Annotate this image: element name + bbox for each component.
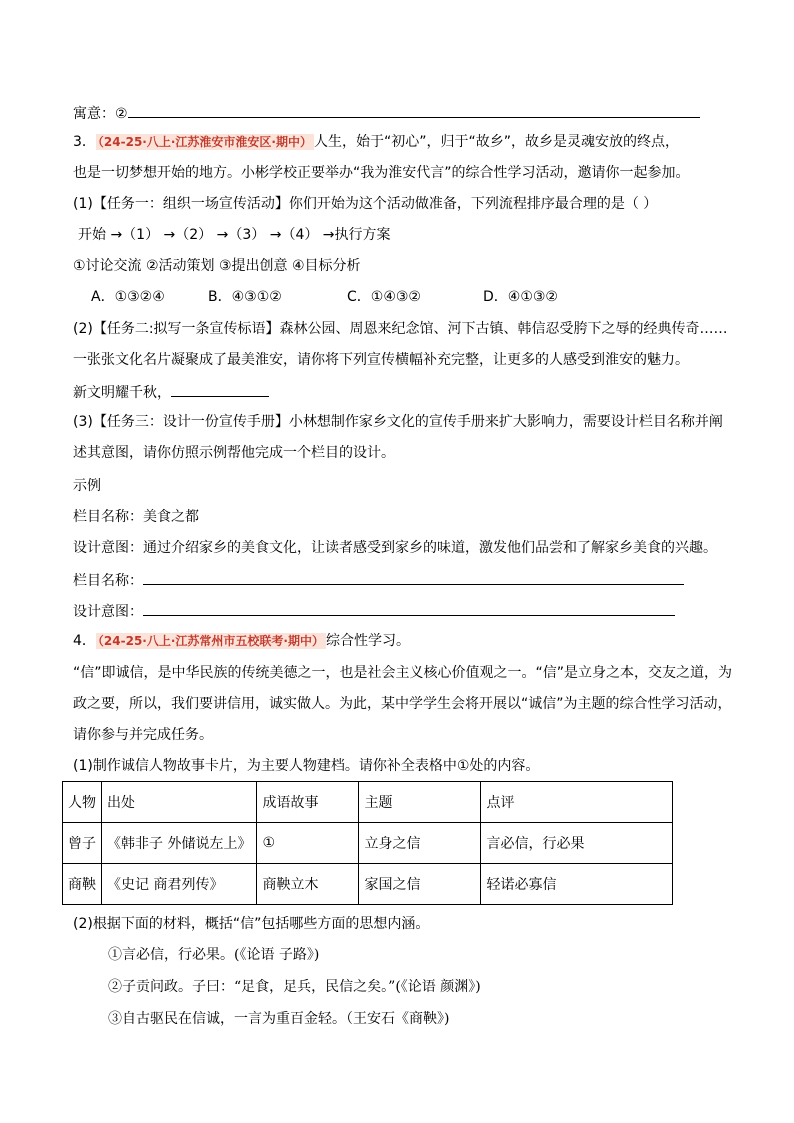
q3-task1-prompt: (1)【任务一：组织一场宣传活动】你们开始为这个活动做准备，下列流程排序最合理的是（ ） (73, 196, 658, 212)
example-label: 示例 (73, 478, 101, 494)
q3-number: 3． (73, 134, 96, 150)
option-c[interactable]: C．①④③② (347, 289, 421, 305)
cell-source: 《韩非子 外储说左上》 (102, 823, 257, 864)
yuyi-label: 寓意：② (73, 106, 128, 122)
example-intent: 设计意图：通过介绍家乡的美食文化，让读者感受到家乡的味道，激发他们品尝和了解家乡美食的兴趣。 (73, 540, 717, 556)
q3-task2-prompt-1: (2)【任务二:拟写一条宣传标语】森林公园、周恩来纪念馆、河下古镇、韩信忍受胯下之辱的经典传奇…… (73, 321, 728, 337)
quote-2: ②子贡问政。子曰：“足食，足兵，民信之矣。”(《论语 颜渊》) (108, 979, 481, 995)
q3-source-tag: （24-25·八上·江苏淮安市淮安区·期中） (97, 135, 312, 149)
cell-idiom: 商鞅立木 (257, 864, 359, 905)
cell-person: 商鞅 (63, 864, 102, 905)
column-name-blank[interactable] (143, 570, 684, 585)
q3-task1-items: ①讨论交流 ②活动策划 ③提出创意 ④目标分析 (73, 258, 361, 274)
q4-task1-prompt: (1)制作诚信人物故事卡片，为主要人物建档。请你补全表格中①处的内容。 (73, 758, 540, 774)
q4-intro-3: 请你参与并完成任务。 (73, 727, 213, 743)
cell-theme: 立身之信 (359, 823, 481, 864)
q4-source-tag: （24-25·八上·江苏常州市五校联考·期中） (97, 634, 324, 648)
table-row (63, 864, 673, 905)
quote-3: ③自古驱民在信诚，一言为重百金轻。（王安石《商鞅》) (108, 1011, 450, 1027)
q4-heading (73, 632, 410, 650)
q3-task3-prompt-1: (3)【任务三：设计一份宣传手册】小林想制作家乡文化的宣传手册来扩大影响力，需要设计栏目名称并阐 (73, 414, 723, 430)
q3-task3-prompt-2: 述其意图，请你仿照示例帮他完成一个栏目的设计。 (73, 445, 395, 461)
q3-slogan-line (73, 382, 269, 402)
cell-theme: 家国之信 (359, 864, 481, 905)
cell-idiom-blank[interactable]: ① (257, 823, 359, 864)
design-intent-blank[interactable] (143, 601, 675, 616)
option-a[interactable]: A．①③②④ (91, 289, 165, 305)
option-b[interactable]: B．④③①② (208, 289, 282, 305)
design-intent-line (73, 601, 675, 621)
q4-intro-1: “信”即诚信，是中华民族的传统美德之一，也是社会主义核心价值观之一。“信”是立身之本，交友之道，为 (73, 665, 733, 681)
q3-intro-2: 也是一切梦想开始的地方。小彬学校正要举办“我为淮安代言”的综合性学习活动，邀请你一起参加。 (73, 165, 690, 181)
table-header-row (63, 782, 673, 823)
cell-person: 曾子 (63, 823, 102, 864)
header-theme: 主题 (359, 782, 481, 823)
header-comment: 点评 (481, 782, 673, 823)
q3-intro-1: 人生，始于“初心”，归于“故乡”，故乡是灵魂安放的终点， (313, 134, 679, 150)
yuyi-line (73, 103, 700, 123)
q4-number: 4． (73, 633, 96, 649)
cell-source: 《史记 商君列传》 (102, 864, 257, 905)
header-person: 人物 (63, 782, 102, 823)
q4-title: 综合性学习。 (325, 633, 410, 649)
q3-task2-prompt-2: 一张张文化名片凝聚成了最美淮安，请你将下列宣传横幅补充完整，让更多的人感受到淮安的魅力。 (73, 352, 689, 368)
yuyi-answer-blank[interactable] (128, 103, 700, 118)
table-row (63, 823, 673, 864)
q3-task1-options (91, 288, 558, 306)
integrity-table (62, 781, 673, 905)
q4-intro-2: 政之要，所以，我们要讲信用，诚实做人。为此，某中学学生会将开展以“诚信”为主题的综合性学习活动， (73, 696, 732, 712)
option-d[interactable]: D．④①③② (483, 289, 558, 305)
design-intent-label: 设计意图： (73, 604, 143, 620)
quote-1: ①言必信，行必果。(《论语 子路》) (108, 947, 320, 963)
cell-comment: 轻诺必寡信 (481, 864, 673, 905)
q3-task1-flow: 开始 →（1） →（2） →（3） →（4） →执行方案 (78, 227, 391, 243)
slogan-prefix: 新文明耀千秋， (73, 385, 171, 401)
column-name-label: 栏目名称： (73, 573, 143, 589)
slogan-blank[interactable] (171, 382, 269, 397)
header-idiom: 成语故事 (257, 782, 359, 823)
q4-task2-prompt: (2)根据下面的材料，概括“信”包括哪些方面的思想内涵。 (73, 916, 430, 932)
q3-heading (73, 133, 679, 151)
cell-comment: 言必信，行必果 (481, 823, 673, 864)
column-name-line (73, 570, 684, 590)
example-name: 栏目名称：美食之都 (73, 509, 199, 525)
header-source: 出处 (102, 782, 257, 823)
